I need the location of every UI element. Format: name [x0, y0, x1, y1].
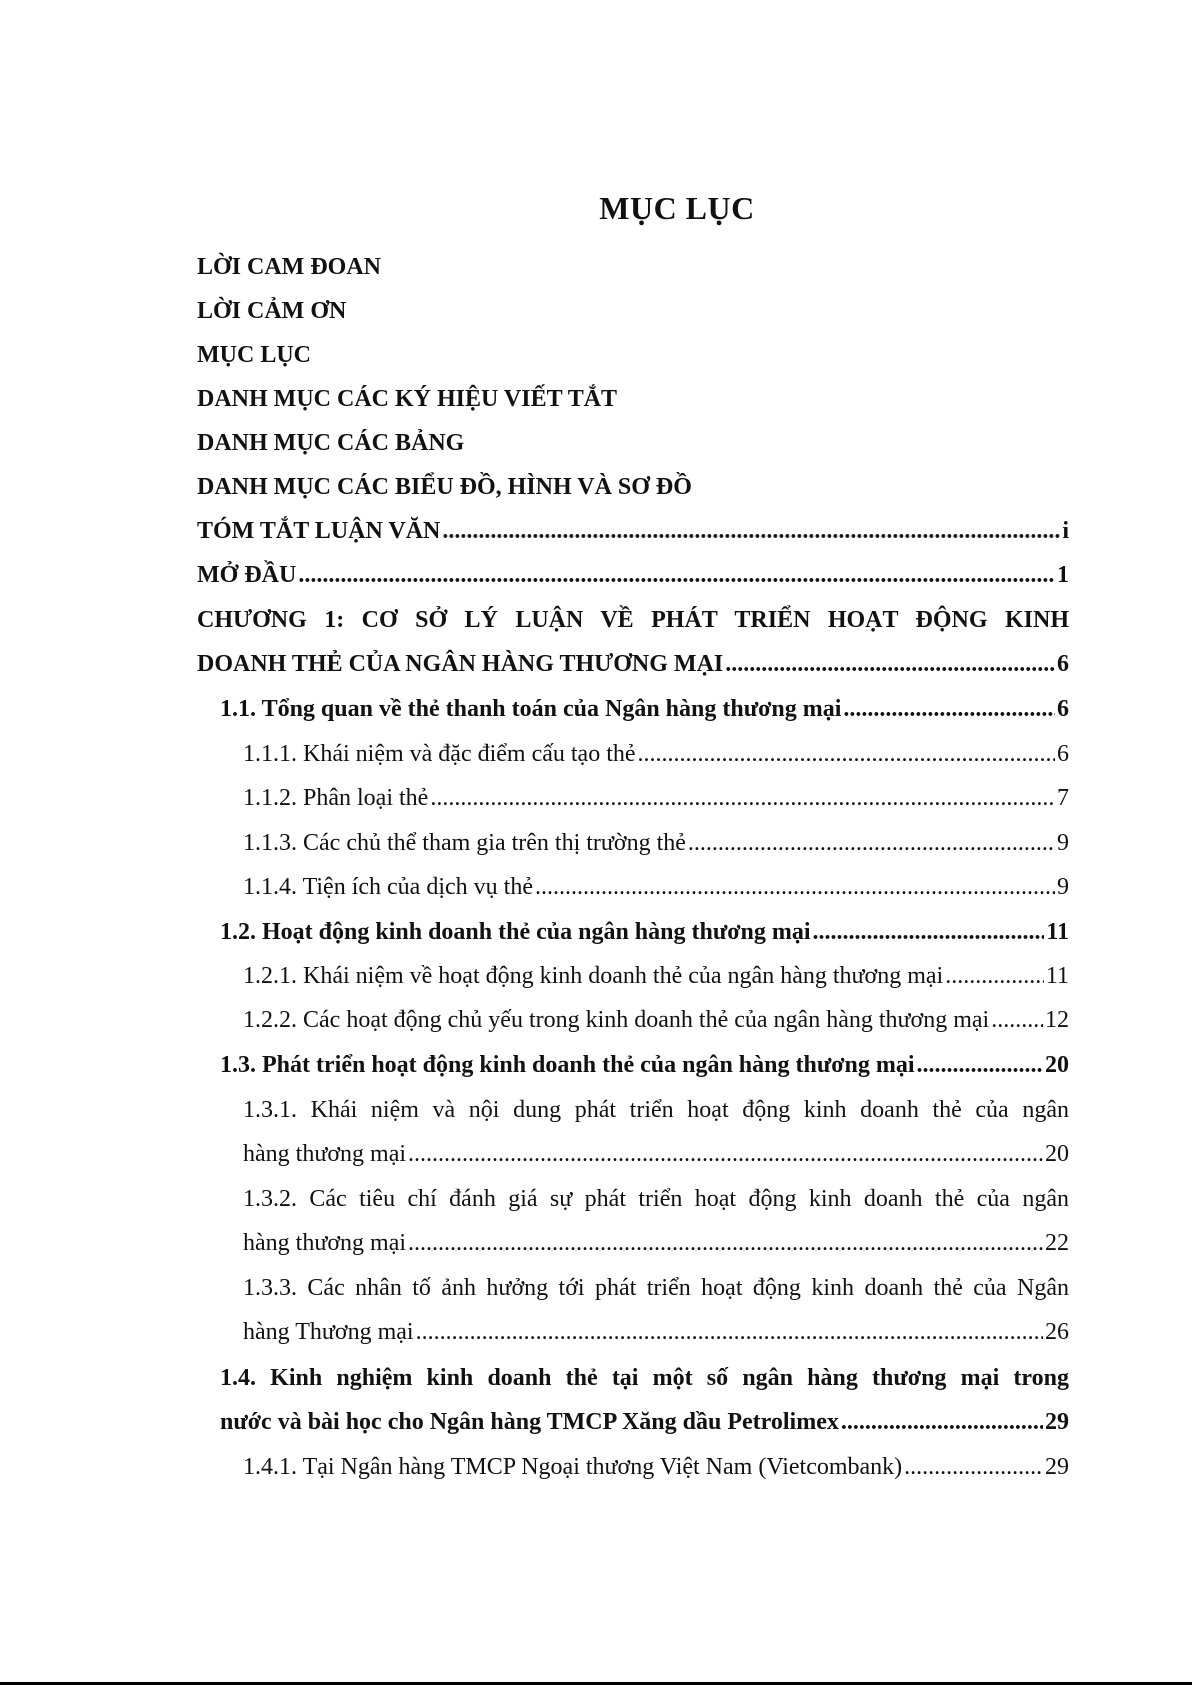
dot-leader — [725, 644, 1055, 684]
toc-entry-1-2-2[interactable] — [243, 1000, 1069, 1040]
toc-entry-1-4-1[interactable] — [243, 1447, 1069, 1487]
toc-entry-text: DANH MỤC CÁC KÝ HIỆU VIẾT TẮT — [197, 386, 618, 412]
dot-leader — [917, 1045, 1043, 1085]
toc-entry-1-3-1-line2[interactable] — [243, 1134, 1069, 1174]
dot-leader — [408, 1134, 1043, 1174]
toc-entry-page: 20 — [1045, 1052, 1069, 1078]
toc-entry-text: 1.2.2. Các hoạt động chủ yếu trong kinh doanh thẻ của ngân hàng thương mại — [243, 1007, 990, 1033]
toc-entry-page: 9 — [1057, 830, 1069, 856]
toc-entry-text: LỜI CẢM ƠN — [197, 298, 347, 324]
page-title: MỤC LỤC — [599, 190, 755, 226]
toc-entry-1-3-2-line2[interactable] — [243, 1223, 1069, 1263]
toc-entry-chuong-1-line1[interactable] — [197, 600, 1069, 640]
dot-leader — [638, 734, 1055, 774]
toc-entry-text: DANH MỤC CÁC BIỂU ĐỒ, HÌNH VÀ SƠ ĐỒ — [197, 474, 692, 500]
dot-leader — [991, 1000, 1043, 1040]
toc-entry-page: 6 — [1057, 741, 1069, 767]
toc-entry-page: 26 — [1045, 1319, 1069, 1345]
toc-entry-text: 1.4.1. Tại Ngân hàng TMCP Ngoại thương Việt Nam (Vietcombank) — [243, 1454, 903, 1480]
toc-entry-text: 1.3.1. Khái niệm và nội dung phát triển hoạt động kinh doanh thẻ của ngân — [243, 1097, 1069, 1123]
toc-entry-1-1-4[interactable] — [243, 867, 1069, 907]
toc-entry-page: i — [1062, 518, 1069, 544]
toc-entry-text: DOANH THẺ CỦA NGÂN HÀNG THƯƠNG MẠI — [197, 651, 724, 677]
toc-entry-page: 6 — [1057, 651, 1069, 677]
toc-entry-text: hàng thương mại — [243, 1230, 407, 1256]
toc-entry-text: 1.1. Tổng quan về thẻ thanh toán của Ngân hàng thương mại — [220, 696, 842, 722]
toc-entry-1-4-line2[interactable] — [220, 1402, 1069, 1442]
toc-entry-page: 29 — [1045, 1409, 1069, 1435]
toc-entry-tom-tat[interactable] — [197, 511, 1069, 551]
toc-entry-1-2-1[interactable] — [243, 956, 1069, 996]
toc-entry-page: 6 — [1057, 696, 1069, 722]
dot-leader — [535, 867, 1055, 907]
toc-entry-1-1-1[interactable] — [243, 734, 1069, 774]
dot-leader — [408, 1223, 1043, 1263]
toc-entry-1-4-line1[interactable] — [220, 1358, 1069, 1398]
toc-entry-text: 1.1.4. Tiện ích của dịch vụ thẻ — [243, 874, 533, 900]
toc-entry-text: 1.1.1. Khái niệm và đặc điểm cấu tạo thẻ — [243, 741, 636, 767]
toc-entry-text: 1.4. Kinh nghiệm kinh doanh thẻ tại một số ngân hàng thương mại trong — [220, 1365, 1069, 1391]
toc-entry-text: hàng Thương mại — [243, 1319, 414, 1345]
toc-entry-text: CHƯƠNG 1: CƠ SỞ LÝ LUẬN VỀ PHÁT TRIỂN HOẠT ĐỘNG KINH — [197, 607, 1069, 633]
dot-leader — [298, 555, 1055, 595]
toc-entry-text: 1.3. Phát triển hoạt động kinh doanh thẻ của ngân hàng thương mại — [220, 1052, 915, 1078]
dot-leader — [430, 778, 1055, 818]
toc-entry-page: 11 — [1046, 919, 1069, 945]
toc-entry-ky-hieu-viet-tat[interactable] — [197, 379, 617, 419]
toc-entry-page: 9 — [1057, 874, 1069, 900]
toc-entry-chuong-1-line2[interactable] — [197, 644, 1069, 684]
dot-leader — [904, 1447, 1043, 1487]
toc-entry-text: LỜI CAM ĐOAN — [197, 254, 381, 280]
toc-entry-1-1-3[interactable] — [243, 823, 1069, 863]
dot-leader — [843, 689, 1055, 729]
toc-entry-danh-muc-bieu-do[interactable] — [197, 467, 692, 507]
toc-entry-page: 11 — [1045, 963, 1069, 989]
toc-entry-page: 22 — [1045, 1230, 1069, 1256]
toc-entry-page: 29 — [1045, 1454, 1069, 1480]
toc-entry-text: DANH MỤC CÁC BẢNG — [197, 430, 465, 456]
toc-entry-1-1[interactable] — [220, 689, 1069, 729]
toc-entry-text: 1.1.3. Các chủ thể tham gia trên thị trường thẻ — [243, 830, 686, 856]
toc-entry-1-3[interactable] — [220, 1045, 1069, 1085]
toc-entry-text: TÓM TẮT LUẬN VĂN — [197, 518, 441, 544]
toc-entry-mo-dau[interactable] — [197, 555, 1069, 595]
toc-entry-text: MỞ ĐẦU — [197, 562, 297, 588]
toc-entry-text: 1.2.1. Khái niệm về hoạt động kinh doanh thẻ của ngân hàng thương mại — [243, 963, 944, 989]
toc-entry-text: 1.1.2. Phân loại thẻ — [243, 785, 429, 811]
toc-entry-text: nước và bài học cho Ngân hàng TMCP Xăng dầu Petrolimex — [220, 1409, 839, 1435]
toc-entry-1-3-1-line1[interactable] — [243, 1090, 1069, 1130]
toc-entry-page: 20 — [1045, 1141, 1069, 1167]
dot-leader — [688, 823, 1055, 863]
toc-entry-text: 1.2. Hoạt động kinh doanh thẻ của ngân hàng thương mại — [220, 919, 811, 945]
toc-entry-muc-luc[interactable] — [197, 335, 311, 375]
toc-entry-page: 1 — [1057, 562, 1069, 588]
toc-entry-1-3-3-line1[interactable] — [243, 1268, 1069, 1308]
dot-leader — [442, 511, 1060, 551]
toc-entry-1-3-2-line1[interactable] — [243, 1179, 1069, 1219]
toc-entry-1-1-2[interactable] — [243, 778, 1069, 818]
toc-entry-page: 7 — [1057, 785, 1069, 811]
toc-entry-1-3-3-line2[interactable] — [243, 1312, 1069, 1352]
toc-entry-text: hàng thương mại — [243, 1141, 407, 1167]
dot-leader — [813, 912, 1045, 952]
toc-entry-text: 1.3.2. Các tiêu chí đánh giá sự phát triển hoạt động kinh doanh thẻ của ngân — [243, 1186, 1069, 1212]
dot-leader — [841, 1402, 1043, 1442]
toc-entry-page: 12 — [1045, 1007, 1069, 1033]
dot-leader — [416, 1312, 1043, 1352]
toc-entry-1-2[interactable] — [220, 912, 1069, 952]
toc-entry-loi-cam-doan[interactable] — [197, 247, 381, 287]
dot-leader — [945, 956, 1044, 996]
toc-entry-danh-muc-bang[interactable] — [197, 423, 464, 463]
toc-entry-text: 1.3.3. Các nhân tố ảnh hưởng tới phát triển hoạt động kinh doanh thẻ của Ngân — [243, 1275, 1069, 1301]
toc-entry-loi-cam-on[interactable] — [197, 291, 346, 331]
toc-entry-text: MỤC LỤC — [197, 342, 311, 368]
